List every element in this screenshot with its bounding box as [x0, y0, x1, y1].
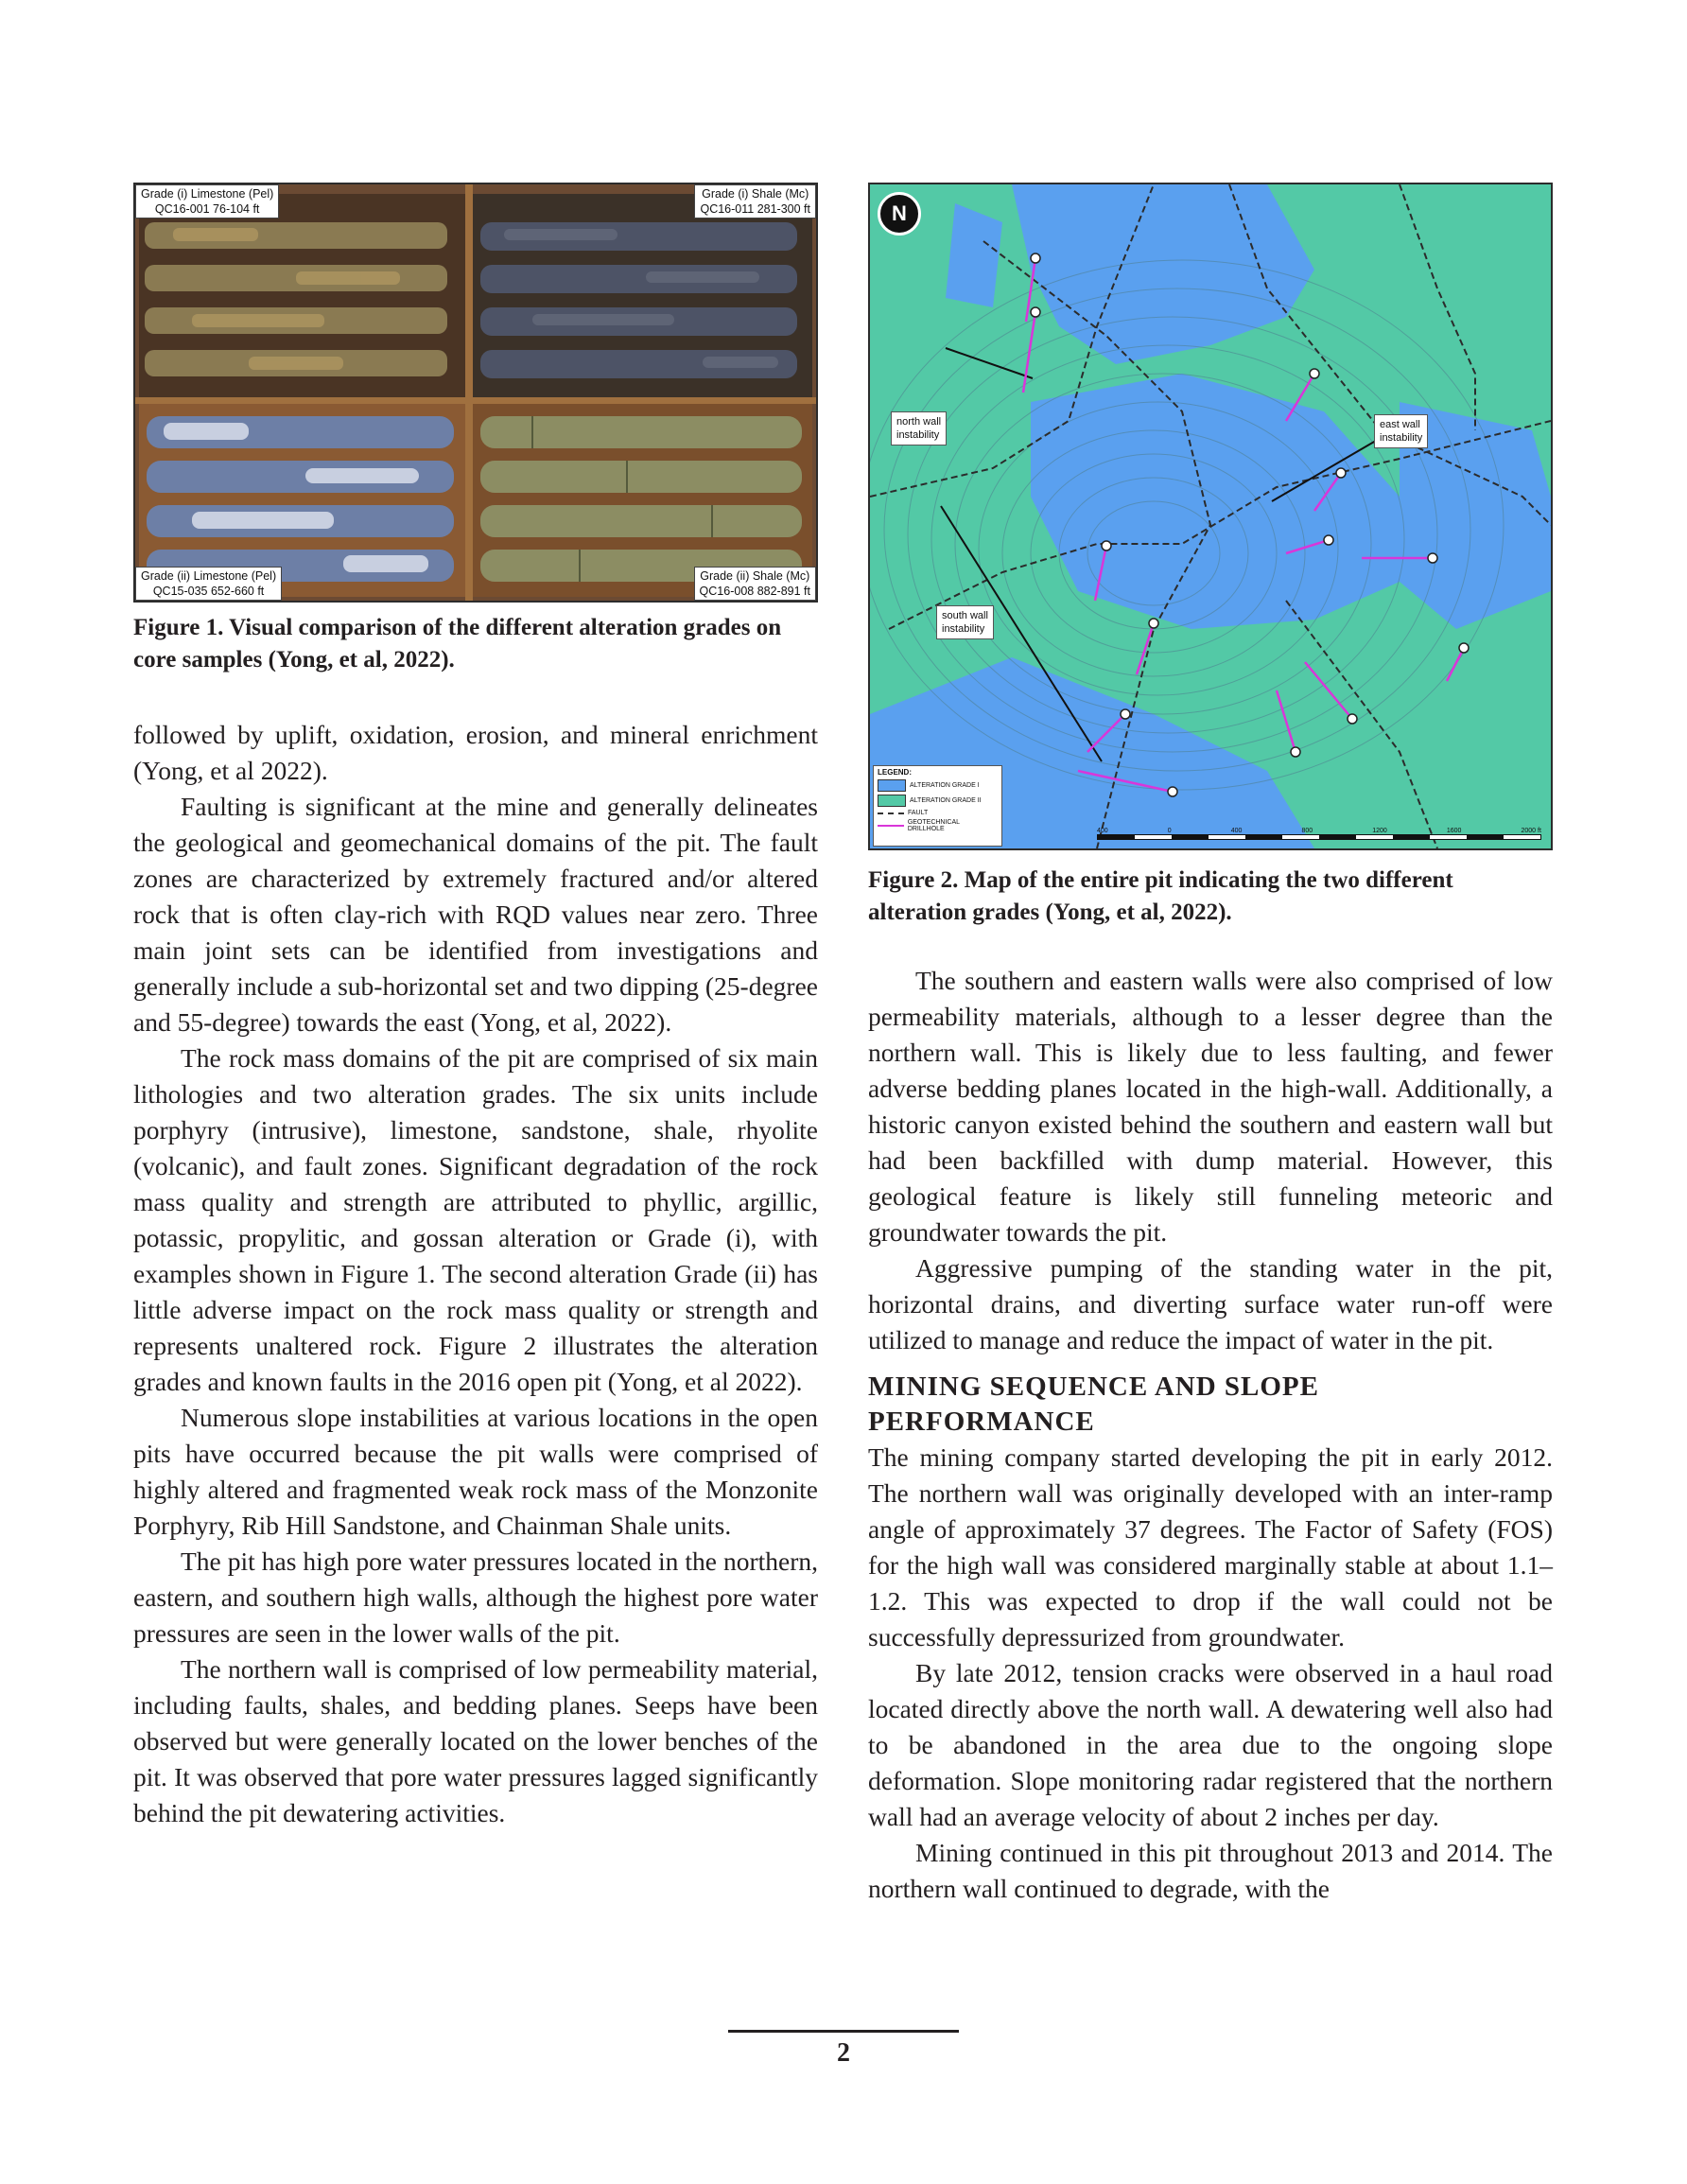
left-column-body	[133, 717, 818, 1831]
paragraph: The mining company started developing the pit in early 2012. The northern wall was originally developed with an inter-ramp angle of approximately 37 degrees. The Factor of Safety (FOS) for the high wall was considered marginally stable at about 1.1–1.2. This was expected to drop if the wall could not be successfully depressurized from groundwater.	[868, 1442, 1553, 1651]
legend-fault-line-icon	[878, 812, 904, 814]
label-grade-ii-shale: Grade (ii) Shale (Mc) QC16-008 882-891 ft	[694, 567, 816, 601]
page-number: 2	[837, 2038, 850, 2068]
north-arrow-icon: N	[878, 192, 921, 236]
figure-1-caption: Figure 1. Visual comparison of the different alteration grades on core samples (Yong, et al, 2022).	[133, 615, 782, 673]
paragraph: The northern wall is comprised of low permeability material, including faults, shales, and bedding planes. Seeps have been observed but were generally located on the lower benches of the pit. It was observed that pore water pressures lagged significantly behind the pit dewatering activities.	[133, 1654, 818, 1827]
section-heading: MINING SEQUENCE AND SLOPE PERFORMANCE	[868, 1372, 1319, 1437]
core-boxes-illustration	[135, 184, 816, 601]
figure-2-pit-map	[868, 183, 1553, 850]
callout-north-wall: north wall instability	[891, 411, 947, 446]
paragraph: Aggressive pumping of the standing water in the pit, horizontal drains, and diverting surface water run-off were utilized to manage and reduce the impact of water in the pit.	[868, 1253, 1553, 1354]
paragraph: followed by uplift, oxidation, erosion, and mineral enrichment (Yong, et al 2022).	[133, 720, 818, 785]
paragraph: The pit has high pore water pressures located in the northern, eastern, and southern high walls, although the highest pore water pressures are seen in the lower walls of the pit.	[133, 1546, 818, 1648]
paragraph: By late 2012, tension cracks were observed in a haul road located directly above the north wall. A dewatering well also had to be abandoned in the area due to the ongoing slope deformation. Slope monitoring radar registered that the northern wall had an average velocity of about 2 inches per day.	[868, 1658, 1553, 1831]
footer-rule	[728, 2030, 959, 2033]
callout-south-wall: south wall instability	[936, 605, 994, 639]
paragraph: Faulting is significant at the mine and generally delineates the geological and geomechanical domains of the pit. The fault zones are characterized by extremely fractured and/or altered rock that is often clay-rich with RQD values near zero. Three main joint sets can be identified from investigations and generally include a sub-horizontal set and two dipping (25-degree and 55-degree) towards the east (Yong, et al, 2022).	[133, 792, 818, 1037]
figure-1-core-photo	[133, 183, 818, 603]
legend-swatch-grade-i	[878, 779, 906, 792]
paragraph: Numerous slope instabilities at various locations in the open pits have occurred because the pit walls were comprised of highly altered and fragmented weak rock mass of the Monzonite Porphyry, Rib Hill Sandstone, and Chainman Shale units.	[133, 1403, 818, 1540]
label-grade-ii-limestone: Grade (ii) Limestone (Pel) QC15-035 652-660 ft	[135, 567, 282, 601]
map-scale-bar: 400 0 400 800 1200 1600 2000 ft	[1097, 828, 1541, 845]
figure-2-caption: Figure 2. Map of the entire pit indicating the two different alteration grades (Yong, et al, 2022).	[868, 867, 1453, 925]
paragraph: The southern and eastern walls were also comprised of low permeability materials, although to a lesser degree than the northern wall. This is likely due to less faulting, and fewer adverse bedding planes located in the high-wall. Additionally, a historic canyon existed behind the southern and eastern wall but had been backfilled with dump material. However, this geological feature is likely still funneling meteoric and groundwater towards the pit.	[868, 966, 1553, 1247]
legend-drillhole-icon	[878, 825, 904, 827]
label-grade-i-limestone: Grade (i) Limestone (Pel) QC16-001 76-104 ft	[135, 184, 279, 218]
right-column-body	[868, 963, 1553, 1907]
label-grade-i-shale: Grade (i) Shale (Mc) QC16-011 281-300 ft	[694, 184, 816, 218]
legend-swatch-grade-ii	[878, 795, 906, 807]
alteration-map-illustration	[870, 184, 1551, 848]
paragraph: Mining continued in this pit throughout 2013 and 2014. The northern wall continued to degrade, with the	[868, 1838, 1553, 1903]
callout-east-wall: east wall instability	[1374, 414, 1428, 448]
map-legend: LEGEND: ALTERATION GRADE I ALTERATION GRADE II FAULT GEOTECHNICAL DRILLHOLE	[873, 765, 1002, 847]
paragraph: The rock mass domains of the pit are comprised of six main lithologies and two alteration grades. The six units include porphyry (intrusive), limestone, sandstone, shale, rhyolite (volcanic), and fault zones. Significant degradation of the rock mass quality and strength are attributed to phyllic, argillic, potassic, propylitic, and gossan alteration or Grade (i), with examples shown in Figure 1. The second alteration Grade (ii) has little adverse impact on the rock mass quality or strength and represents unaltered rock. Figure 2 illustrates the alteration grades and known faults in the 2016 open pit (Yong, et al 2022).	[133, 1043, 818, 1396]
